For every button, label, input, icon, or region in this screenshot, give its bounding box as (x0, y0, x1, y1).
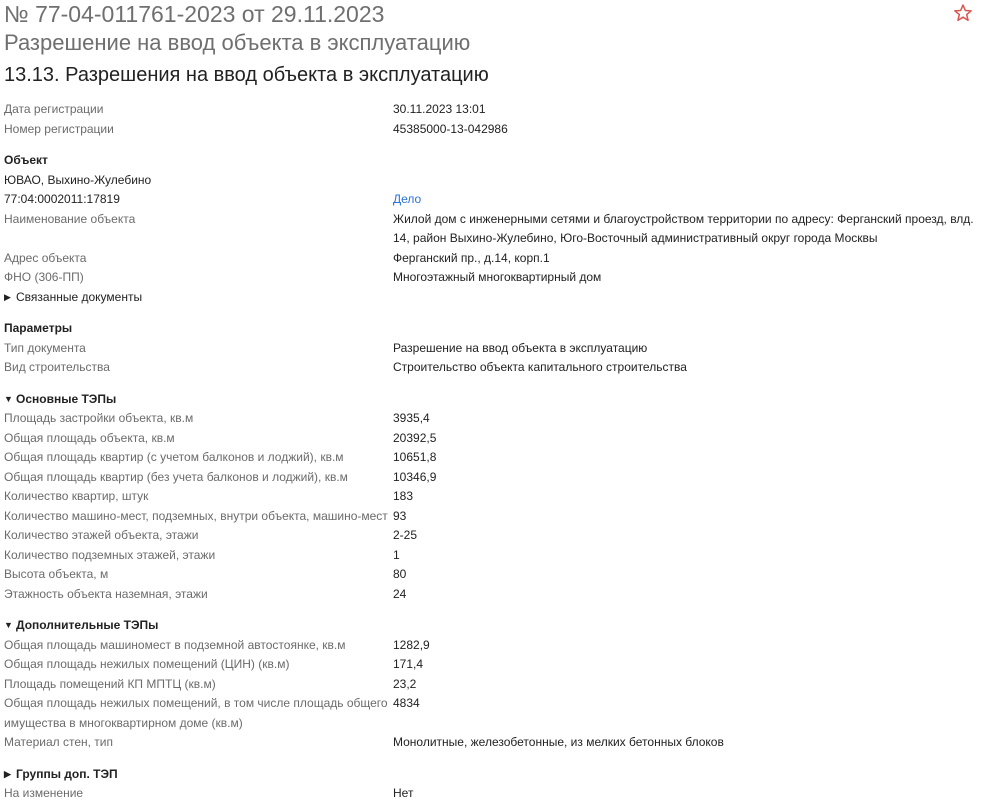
triangle-right-icon: ▶ (4, 768, 11, 779)
detail-value: Ферганский пр., д.14, корп.1 (393, 250, 550, 265)
detail-value: Многоэтажный многоквартирный дом (393, 270, 602, 284)
detail-value: 171,4 (393, 657, 424, 671)
detail-row (4, 358, 976, 378)
detail-value: 45385000-13-042986 (393, 121, 508, 136)
extra-tep-toggle[interactable] (4, 616, 976, 636)
detail-row (4, 409, 976, 429)
case-link[interactable]: Дело (393, 192, 422, 206)
detail-row (4, 694, 976, 733)
extra-tep-heading: Дополнительные ТЭПы (16, 618, 159, 632)
detail-value: 10346,9 (393, 469, 437, 484)
detail-label: Номер регистрации (4, 121, 114, 136)
detail-label: Количество машино-мест, подземных, внутри объекта, машино-мест (4, 508, 388, 523)
detail-row (4, 565, 976, 585)
detail-row (4, 487, 976, 507)
detail-value: Монолитные, железобетонные, из мелких бетонных блоков (393, 735, 724, 749)
detail-value: Жилой дом с инженерными сетями и благоустройством территории по адресу: Ферганский проезд, влд. 14, район Выхино-Жулебино, Юго-Восточный административный округ города Москвы (393, 211, 974, 245)
detail-value: 1282,9 (393, 637, 430, 652)
detail-label: Тип документа (4, 340, 86, 355)
detail-label: Материал стен, тип (4, 735, 113, 749)
detail-label: На изменение (4, 786, 84, 800)
detail-row (4, 784, 976, 804)
detail-value: 4834 (393, 696, 420, 710)
detail-value: Строительство объекта капитального строительства (393, 360, 687, 374)
detail-label: ФНО (306-ПП) (4, 270, 84, 284)
detail-row (4, 190, 976, 210)
detail-row (4, 675, 976, 695)
triangle-down-icon: ▼ (4, 393, 13, 404)
detail-row (4, 546, 976, 566)
main-tep-toggle[interactable] (4, 390, 976, 410)
detail-value: 24 (393, 586, 407, 601)
detail-label: Дата регистрации (4, 102, 104, 116)
detail-label: Высота объекта, м (4, 567, 109, 581)
detail-row (4, 210, 976, 249)
detail-row (4, 507, 976, 527)
detail-label: Адрес объекта (4, 250, 87, 265)
detail-label: Площадь помещений КП МПТЦ (кв.м) (4, 676, 216, 691)
detail-label: Вид строительства (4, 360, 110, 374)
document-details (4, 100, 976, 804)
detail-label: Общая площадь объекта, кв.м (4, 430, 175, 445)
detail-label: Общая площадь машиномест в подземной автостоянке, кв.м (4, 637, 346, 652)
detail-row (4, 120, 976, 140)
detail-row (4, 429, 976, 449)
detail-value: 183 (393, 489, 414, 503)
detail-label: Общая площадь нежилых помещений, в том числе площадь общего имущества в многоквартирном доме (кв.м) (4, 696, 388, 730)
detail-value: 1 (393, 547, 400, 562)
detail-label: Этажность объекта наземная, этажи (4, 586, 208, 601)
detail-row (4, 100, 976, 120)
detail-label: Количество этажей объекта, этажи (4, 528, 199, 542)
detail-row (4, 268, 976, 288)
detail-row (4, 636, 976, 656)
related-documents-label: Связанные документы (16, 289, 143, 304)
section-heading-parameters: Параметры (4, 321, 73, 335)
detail-label: Количество квартир, штук (4, 489, 149, 503)
detail-value: 30.11.2023 13:01 (393, 102, 486, 116)
star-outline-icon[interactable] (953, 3, 973, 23)
document-type-title: Разрешение на ввод объекта в эксплуатацию (4, 30, 471, 55)
detail-label: Количество подземных этажей, этажи (4, 547, 216, 562)
detail-value: Нет (393, 786, 414, 800)
section-heading-object: Объект (4, 153, 48, 167)
related-documents-toggle[interactable] (4, 288, 976, 308)
groups-tep-heading: Группы доп. ТЭП (16, 766, 118, 781)
detail-row (4, 733, 976, 753)
detail-value: 93 (393, 508, 407, 523)
detail-row (4, 585, 976, 605)
detail-value: 10651,8 (393, 450, 437, 464)
detail-value: 2-25 (393, 528, 418, 542)
detail-row (4, 526, 976, 546)
detail-row (4, 468, 976, 488)
detail-value: 20392,5 (393, 430, 437, 445)
document-category-title: 13.13. Разрешения на ввод объекта в эксплуатацию (4, 64, 489, 86)
detail-label: Общая площадь квартир (без учета балконов и лоджий), кв.м (4, 469, 348, 484)
main-tep-heading: Основные ТЭПы (16, 391, 117, 406)
detail-value: 3935,4 (393, 411, 430, 425)
object-district: ЮВАО, Выхино-Жулебино (4, 172, 152, 187)
detail-label: Общая площадь нежилых помещений (ЦИН) (кв.м) (4, 657, 290, 671)
detail-label: Общая площадь квартир (с учетом балконов и лоджий), кв.м (4, 450, 344, 464)
detail-row (4, 249, 976, 269)
detail-value: 80 (393, 567, 407, 581)
detail-label: Площадь застройки объекта, кв.м (4, 411, 194, 425)
detail-row (4, 339, 976, 359)
detail-row (4, 655, 976, 675)
triangle-down-icon: ▼ (4, 620, 13, 630)
cadastral-number: 77:04:0002011:17819 (4, 192, 120, 206)
detail-value: 23,2 (393, 676, 417, 691)
detail-label: Наименование объекта (4, 211, 136, 226)
detail-value: Разрешение на ввод объекта в эксплуатацию (393, 340, 648, 355)
document-number-title: № 77-04-011761-2023 от 29.11.2023 (4, 1, 385, 27)
groups-tep-toggle[interactable] (4, 765, 976, 785)
triangle-right-icon: ▶ (4, 291, 11, 302)
detail-row (4, 448, 976, 468)
